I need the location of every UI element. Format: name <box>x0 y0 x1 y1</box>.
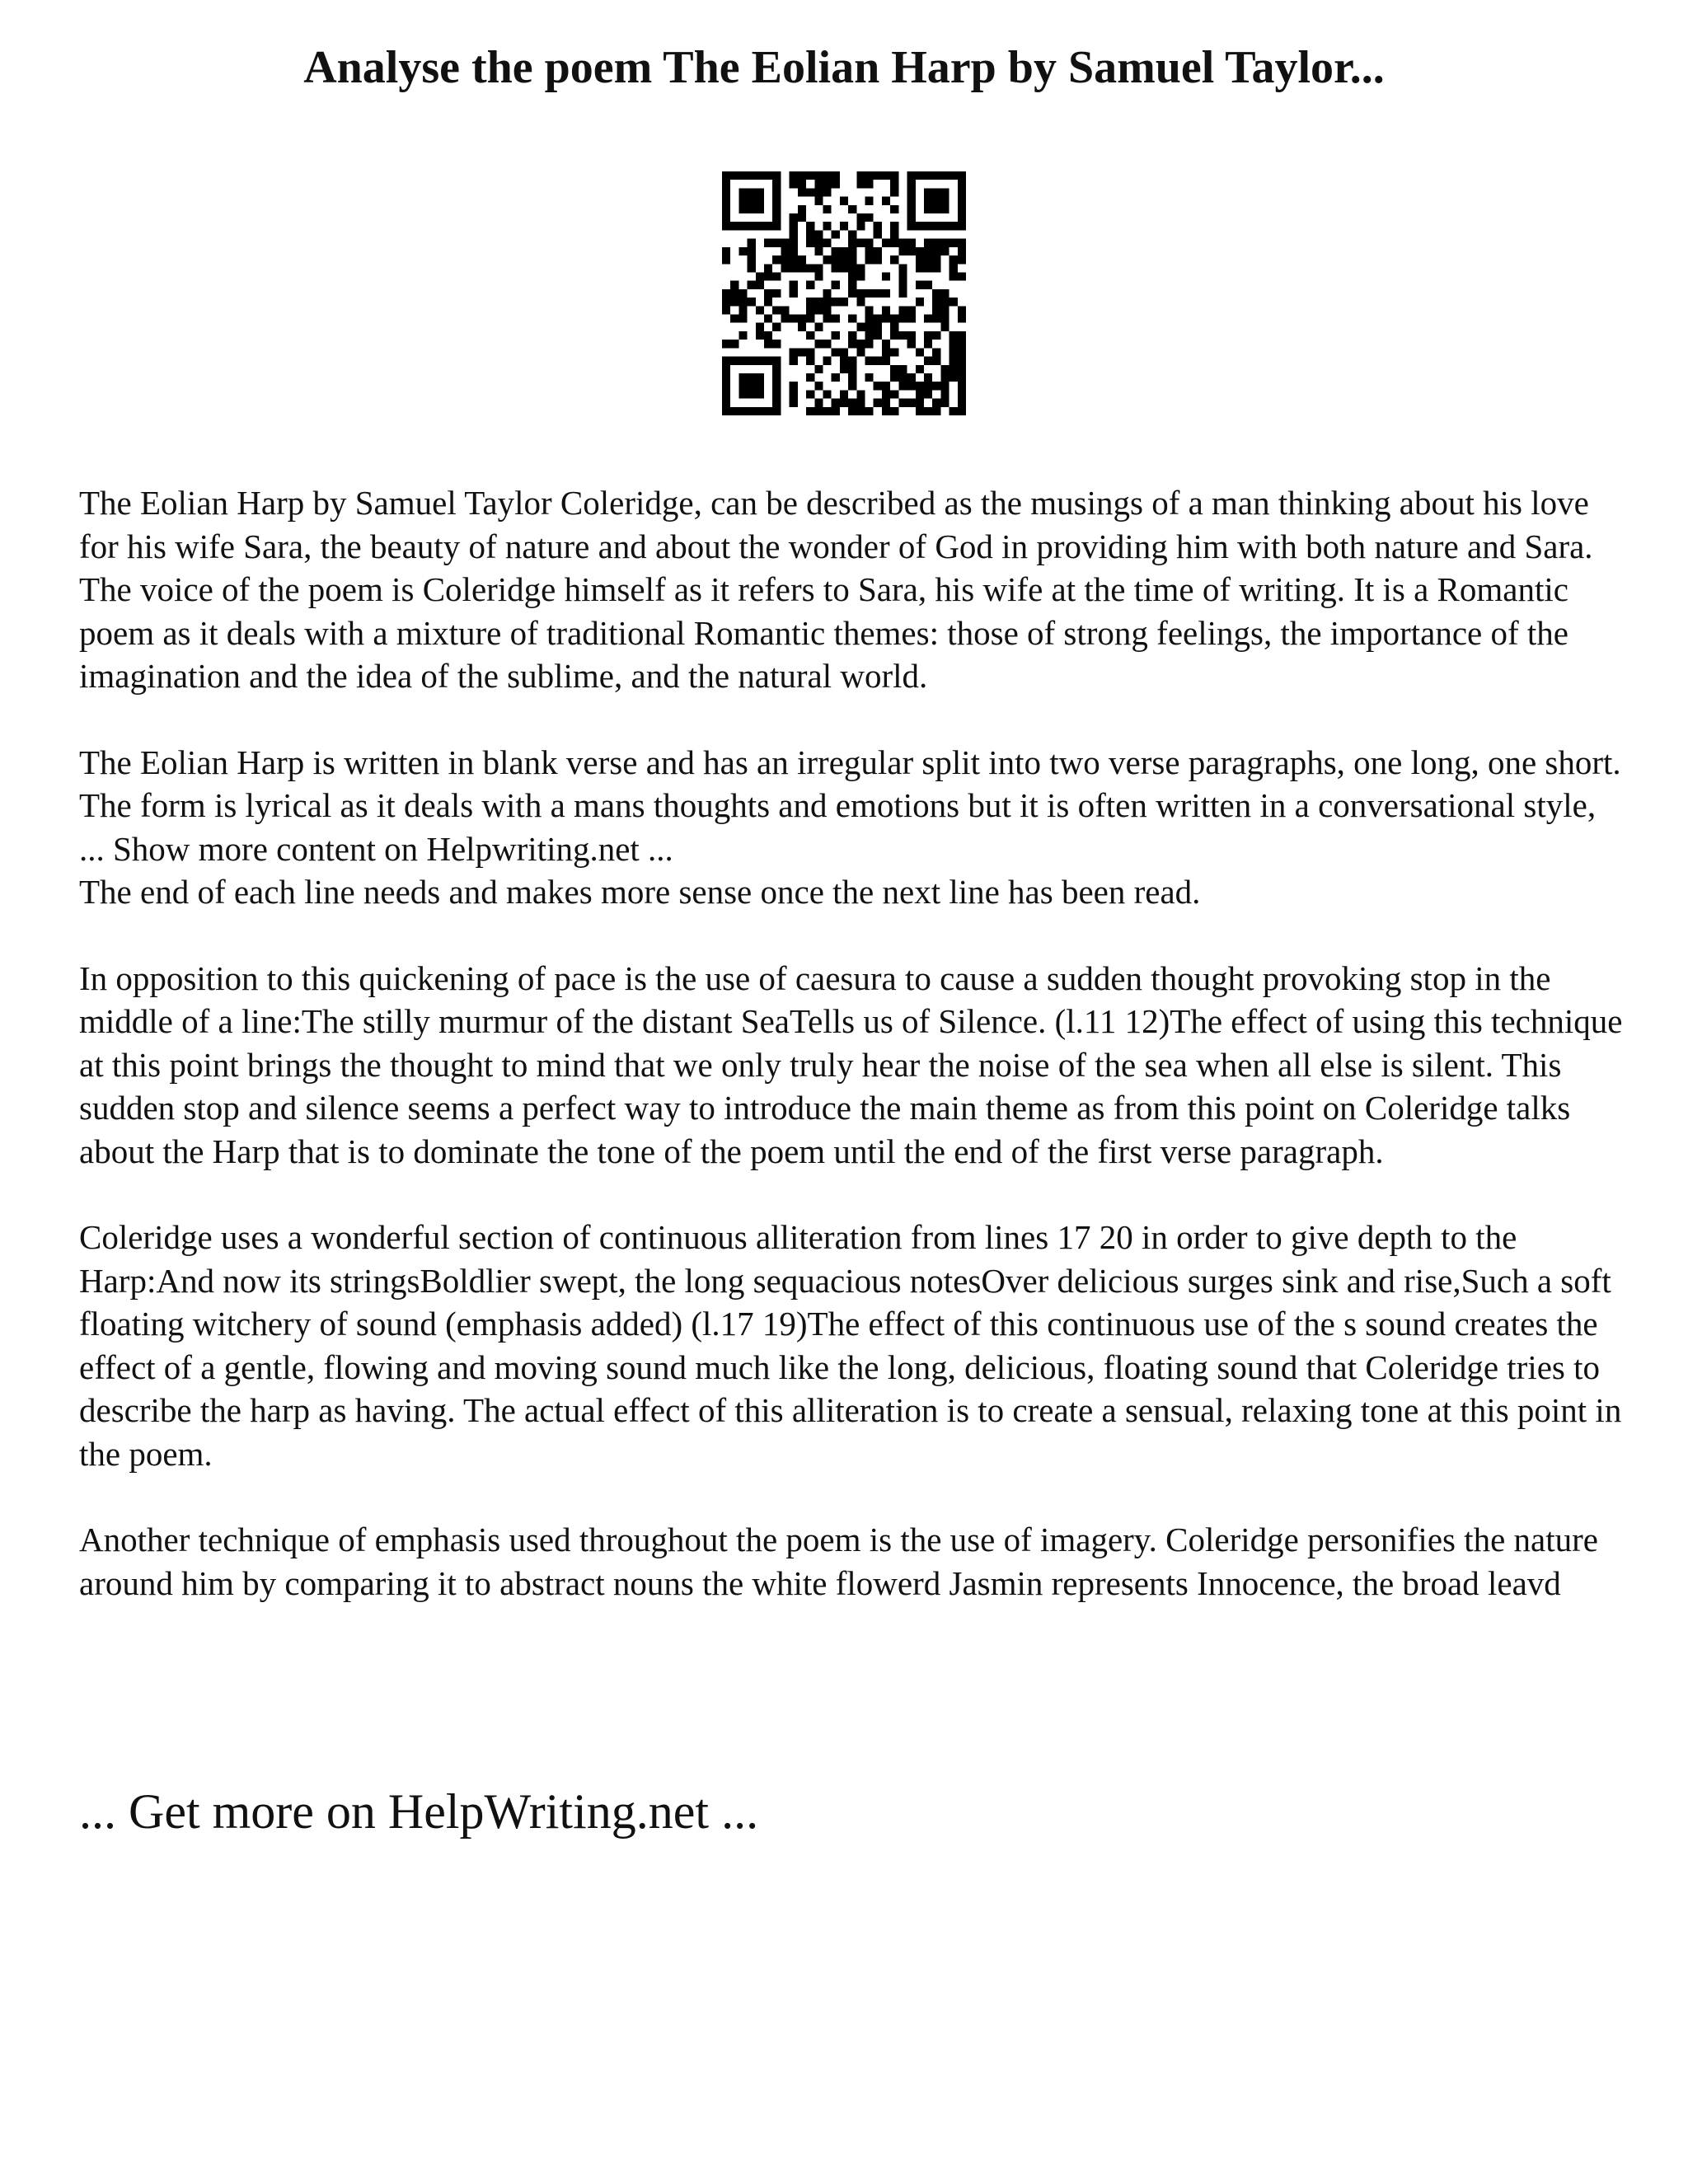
paragraph-imagery: Another technique of emphasis used throughout the poem is the use of imagery. Coleridge personifies the nature around him by comparing it to abstract nouns the white flowerd Jasmin represents Innocence, the broad leavd <box>79 1521 1598 1602</box>
get-more-link[interactable]: ... Get more on HelpWriting.net ... <box>79 1784 759 1839</box>
paragraph-alliteration: Coleridge uses a wonderful section of continuous alliteration from lines 17 20 in order to give depth to the Harp:And now its stringsBoldlier swept, the long sequacious notesOver delicious surges sink and rise,Such a soft floating witchery of sound (emphasis added) (l.17 19)The effect of this continuous use of the s sound creates the effect of a gentle, flowing and moving sound much like the long, delicious, floating sound that Coleridge tries to describe the harp as having. The actual effect of this alliteration is to create a sensual, relaxing tone at this point in the poem. <box>79 1218 1622 1473</box>
qr-code-icon[interactable] <box>722 171 966 415</box>
article-body <box>79 481 1629 1647</box>
paragraph-intro: The Eolian Harp by Samuel Taylor Coleridge, can be described as the musings of a man thinking about his love for his wife Sara, the beauty of nature and about the wonder of God in providing him with both nature and Sara. The voice of the poem is Coleridge himself as it refers to Sara, his wife at the time of writing. It is a Romantic poem as it deals with a mixture of traditional Romantic themes: those of strong feelings, the importance of the imagination and the idea of the sublime, and the natural world. <box>79 484 1593 695</box>
page-title: Analyse the poem The Eolian Harp by Samuel Taylor... <box>303 42 1385 93</box>
paragraph-caesura: In opposition to this quickening of pace is the use of caesura to cause a sudden thought provoking stop in the middle of a line:The stilly murmur of the distant SeaTells us of Silence. (l.11 12)The effect of using this technique at this point brings the thought to mind that we only truly hear the noise of the sea when all else is silent. This sudden stop and silence seems a perfect way to introduce the main theme as from this point on Coleridge talks about the Harp that is to dominate the tone of the poem until the end of the first verse paragraph. <box>79 958 1623 1170</box>
paragraph-form: The Eolian Harp is written in blank verse and has an irregular split into two verse paragraphs, one long, one short. The form is lyrical as it deals with a mans thoughts and emotions but it is often written in a conversational style, ... Show more content on Helpwriting.net ... <box>79 743 1621 868</box>
paragraph-enjambment: The end of each line needs and makes more sense once the next line has been read. <box>79 873 1201 911</box>
qr-code-graphic <box>722 171 966 415</box>
